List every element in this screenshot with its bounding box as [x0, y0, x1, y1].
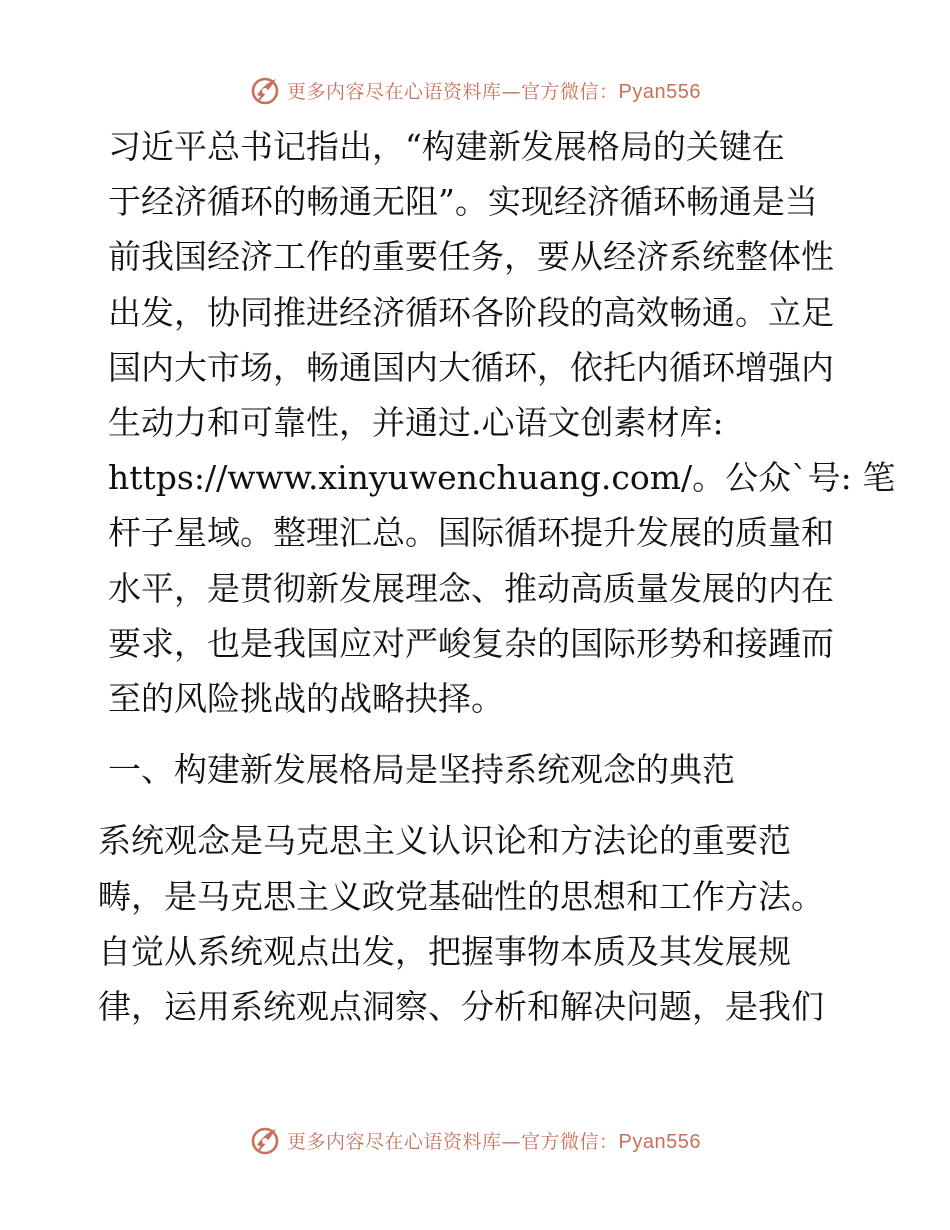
text-line: 前我国经济工作的重要任务，要从经济系统整体性 [108, 237, 834, 277]
banner-slogan: 更多内容尽在心语资料库—官方微信： [287, 1130, 619, 1153]
text-line: 于经济循环的畅通无阻”。实现经济循环畅通是当 [108, 182, 818, 222]
text-line: https://www.xinyuwenchuang.com/。公众`号: 笔 [108, 458, 896, 498]
text-line: 出发，协同推进经济循环各阶段的高效畅通。立足 [108, 292, 834, 332]
banner-wechat-handle: Pyan556 [618, 80, 701, 103]
quill-globe-logo-icon [249, 1123, 283, 1157]
text-line: 习近平总书记指出，“构建新发展格局的关键在 [108, 127, 785, 166]
banner-slogan: 更多内容尽在心语资料库—官方微信： [287, 80, 619, 103]
quill-globe-logo-icon [249, 73, 283, 107]
text-line: 律，运用系统观点洞察、分析和解决问题，是我们 [98, 987, 824, 1027]
text-line: 要求，也是我国应对严峻复杂的国际形势和接踵而 [108, 623, 834, 663]
section-heading: 一、构建新发展格局是坚持系统观念的典范 [108, 750, 735, 790]
banner-text [287, 1127, 701, 1154]
paragraph-spacer [98, 726, 850, 742]
banner-text [287, 77, 701, 104]
document-body [98, 119, 896, 1034]
paragraph-system-concept [98, 813, 850, 1034]
footer-banner [0, 1120, 950, 1160]
text-line: 畴，是马克思主义政党基础性的思想和工作方法。 [98, 876, 824, 916]
text-line: 自觉从系统观点出发，把握事物本质及其发展规 [98, 931, 791, 971]
text-line: 至的风险挑战的战略抉择。 [108, 679, 504, 719]
text-line: 国内大市场，畅通国内大循环，依托内循环增强内 [108, 347, 834, 387]
text-line: 杆子星域。整理汇总。国际循环提升发展的质量和 [108, 513, 834, 553]
text-line: 水平，是贯彻新发展理念、推动高质量发展的内在 [108, 568, 834, 608]
header-banner [0, 70, 950, 110]
text-line: 生动力和可靠性，并通过.心语文创素材库: [108, 403, 724, 443]
text-line: 系统观念是马克思主义认识论和方法论的重要范 [98, 821, 791, 861]
paragraph-intro [98, 119, 896, 726]
banner-wechat-handle: Pyan556 [618, 1130, 701, 1153]
paragraph-spacer [98, 797, 850, 813]
